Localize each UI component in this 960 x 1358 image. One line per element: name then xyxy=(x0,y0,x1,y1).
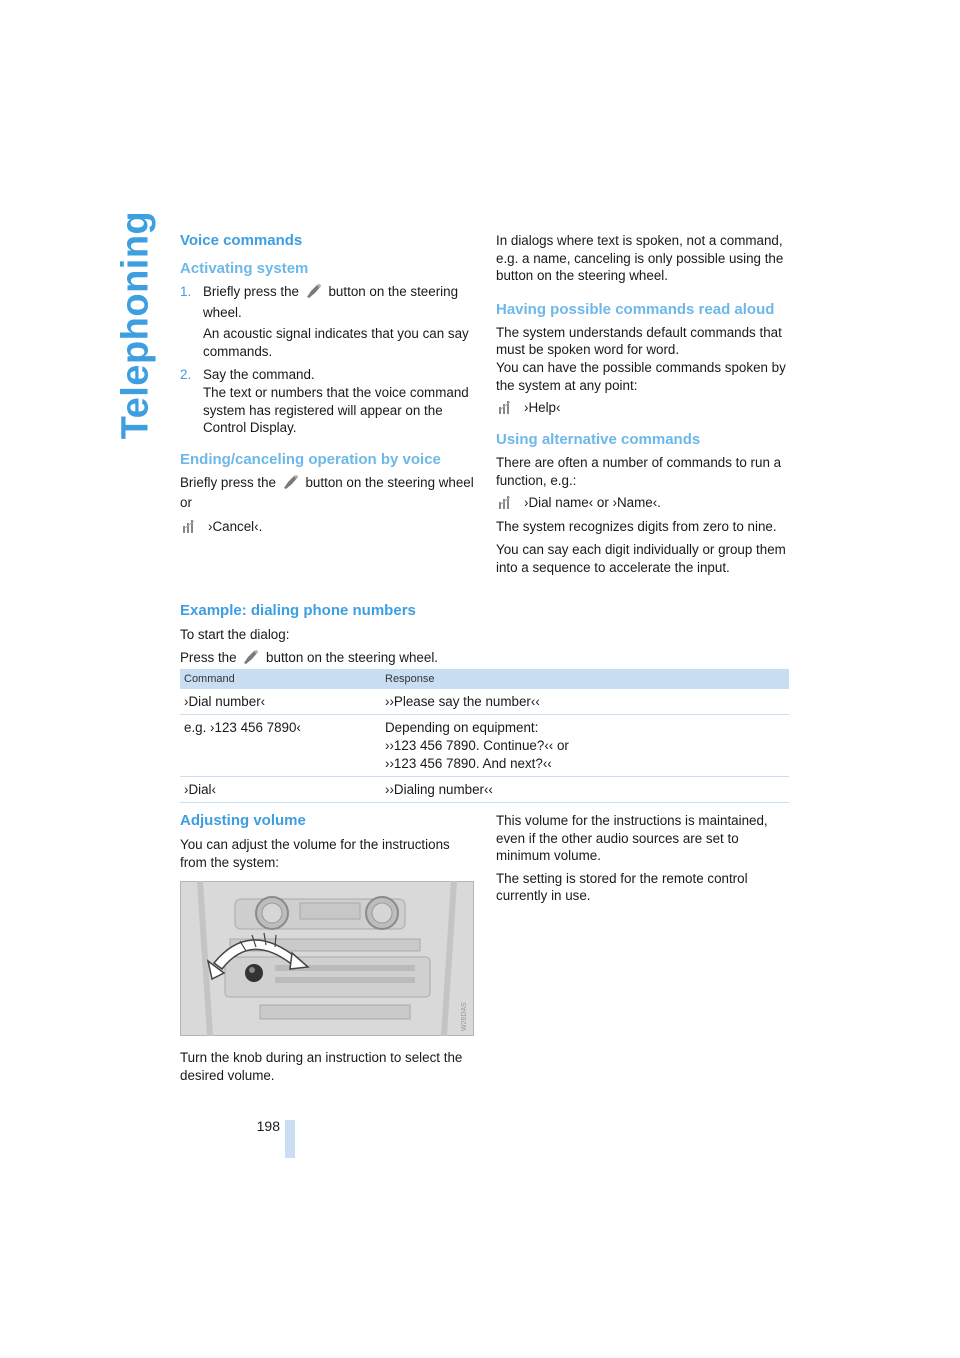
table-row xyxy=(180,777,789,803)
step-1 xyxy=(180,283,476,360)
ending-text-post: button on the steering wheel xyxy=(305,474,474,490)
step-1-text-post: button on the steering wheel. xyxy=(203,284,459,320)
table-cell-response xyxy=(385,719,789,773)
activation-steps xyxy=(180,283,476,437)
voice-command-icon xyxy=(498,494,512,515)
ending-or: or xyxy=(180,495,192,511)
volume-heading: Adjusting volume xyxy=(180,812,306,829)
ending-heading: Ending/canceling operation by voice xyxy=(180,450,441,468)
alternative-p3: You can say each digit individually or group them into a sequence to accelerate the input. xyxy=(496,541,786,575)
talk-button-icon xyxy=(305,283,323,304)
response-line: ››Dialing number‹‹ xyxy=(385,782,493,797)
volume-left xyxy=(180,812,476,876)
command-table xyxy=(180,669,789,803)
side-section-title xyxy=(112,210,160,440)
volume-caption: Turn the knob during an instruction to select the desired volume. xyxy=(180,1050,463,1083)
alternative-heading: Using alternative commands xyxy=(496,431,701,449)
read-aloud-heading: Having possible commands read aloud xyxy=(496,300,775,318)
volume-knob-illustration xyxy=(180,881,474,1036)
cancel-command xyxy=(180,518,476,536)
page-number: 198 xyxy=(256,1118,280,1134)
header-command: Command xyxy=(184,673,235,685)
alternative-p2: The system recognizes digits from zero to nine. xyxy=(496,519,777,535)
table-cell-command: ›Dial number‹ xyxy=(184,694,266,709)
table-row xyxy=(180,689,789,715)
step-2-subtext: The text or numbers that the voice command system has registered will appear on the Control Display. xyxy=(203,384,469,436)
read-aloud-p2: You can have the possible commands spoken by the system at any point: xyxy=(496,359,786,393)
voice-command-icon xyxy=(498,399,512,420)
response-line: ››123 456 7890. And next?‹‹ xyxy=(385,756,552,771)
voice-commands-heading: Voice commands xyxy=(180,232,303,249)
talk-button-icon xyxy=(242,649,260,670)
volume-p1: You can adjust the volume for the instructions from the system: xyxy=(180,837,450,870)
left-column-top xyxy=(180,232,476,542)
dialogs-note: In dialogs where text is spoken, not a command, e.g. a name, canceling is only possible using the button on the steering wheel. xyxy=(496,233,784,284)
talk-button-icon xyxy=(282,474,300,495)
dial-name-command-text: ›Dial name‹ or ›Name‹. xyxy=(524,495,661,511)
volume-caption-block xyxy=(180,1049,476,1089)
table-cell-command: ›Dial‹ xyxy=(184,782,216,797)
cancel-command-text: ›Cancel‹. xyxy=(208,518,263,534)
response-line: ››Please say the number‹‹ xyxy=(385,694,540,709)
example-p2-post: button on the steering wheel. xyxy=(266,649,439,665)
step-2-number: 2. xyxy=(180,367,192,383)
example-p1: To start the dialog: xyxy=(180,627,290,642)
example-p2-pre: Press the xyxy=(180,649,237,665)
example-section xyxy=(180,602,580,674)
voice-command-icon xyxy=(182,518,196,539)
table-cell-response xyxy=(385,693,789,711)
alternative-p1: There are often a number of commands to run a function, e.g.: xyxy=(496,455,782,488)
step-2 xyxy=(180,366,476,436)
volume-p3: The setting is stored for the remote control currently in use. xyxy=(496,870,748,904)
step-1-subtext: An acoustic signal indicates that you can say commands. xyxy=(203,326,469,359)
example-p2 xyxy=(180,649,580,670)
example-heading: Example: dialing phone numbers xyxy=(180,602,416,619)
help-command xyxy=(496,399,792,417)
header-response: Response xyxy=(385,673,435,685)
volume-p2: This volume for the instructions is maintained, even if the other audio sources are set to minimum volume. xyxy=(496,813,768,864)
side-title-text: Telephoning xyxy=(114,210,157,440)
dial-name-command xyxy=(496,494,792,512)
activating-heading: Activating system xyxy=(180,260,309,277)
read-aloud-p1: The system understands default commands that must be spoken word for word. xyxy=(496,324,782,358)
help-command-text: ›Help‹ xyxy=(524,400,561,416)
response-line: Depending on equipment: xyxy=(385,720,539,735)
volume-right xyxy=(496,812,792,910)
step-2-text: Say the command. xyxy=(203,367,315,383)
step-1-number: 1. xyxy=(180,284,192,299)
step-1-text-pre: Briefly press the xyxy=(203,284,300,299)
table-cell-response xyxy=(385,781,789,799)
ending-text xyxy=(180,474,476,495)
table-cell-command: e.g. ›123 456 7890‹ xyxy=(184,720,301,735)
table-row xyxy=(180,715,789,777)
console-drawing xyxy=(180,881,474,1036)
response-line: ››123 456 7890. Continue?‹‹ or xyxy=(385,738,569,753)
svg-text:W26DAS: W26DAS xyxy=(461,1002,468,1031)
ending-text-pre: Briefly press the xyxy=(180,474,277,490)
right-column-top xyxy=(496,232,792,581)
page-number-bar xyxy=(285,1120,295,1158)
table-header xyxy=(180,669,789,689)
